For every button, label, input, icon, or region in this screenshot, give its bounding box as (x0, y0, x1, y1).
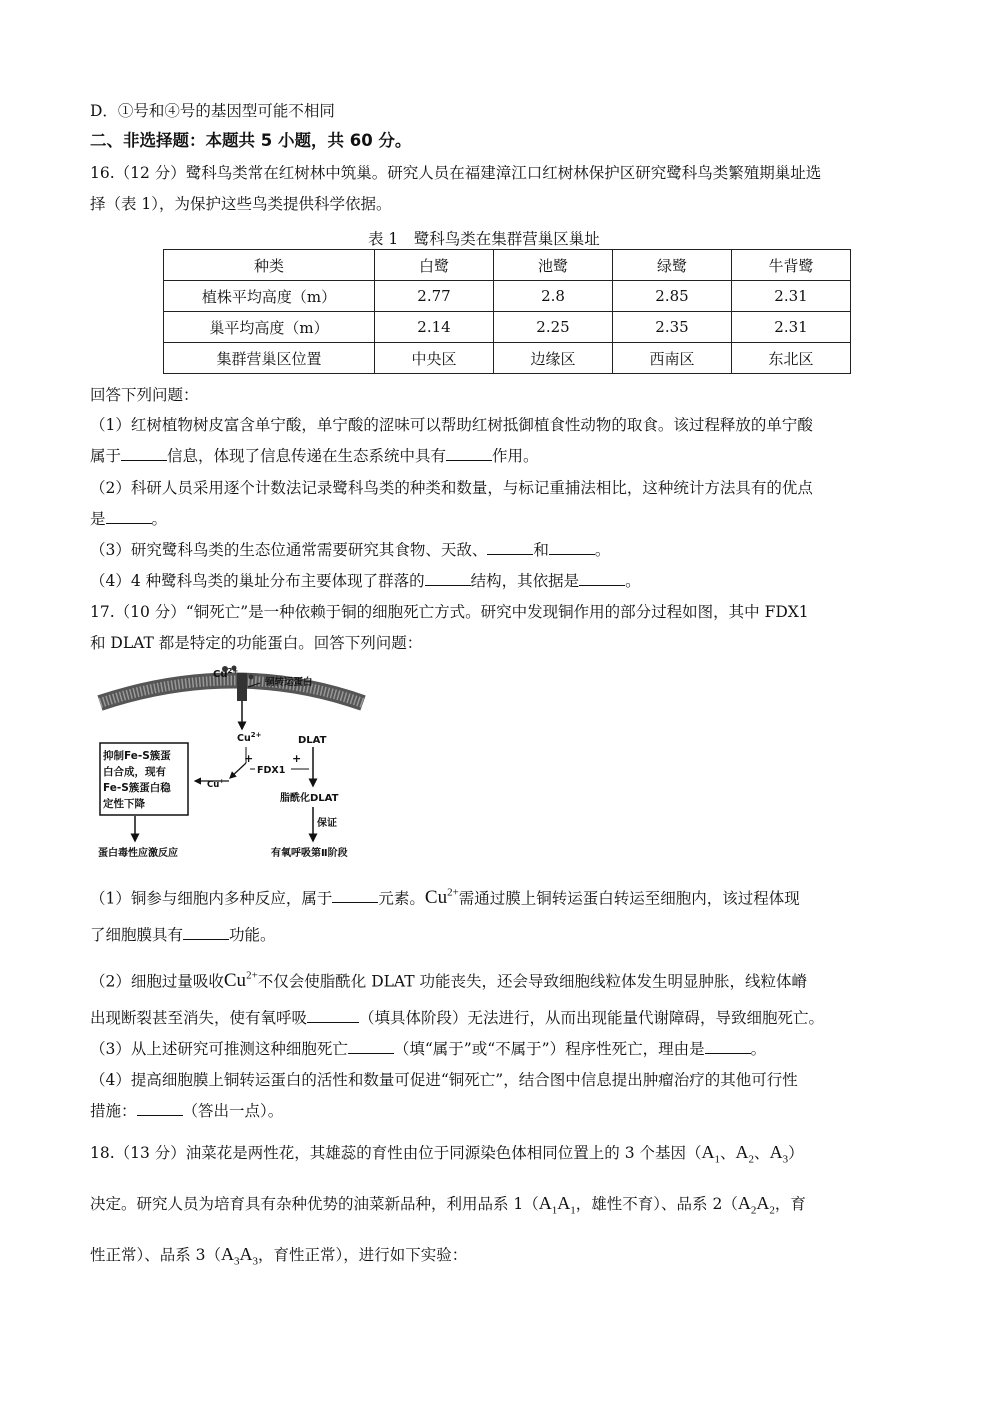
answer-blank[interactable] (106, 509, 152, 524)
cu2-in-label: $Cu^{2+}$ (237, 731, 262, 744)
answer-blank[interactable] (348, 1039, 394, 1054)
genotype: $A_3A_3$ (221, 1244, 259, 1268)
answer-blank[interactable] (332, 888, 378, 903)
q17-4-line-1: （4）提高细胞膜上铜转运蛋白的活性和数量可促进“铜死亡”，结合图中信息提出肿瘤治疗的其他可行性 (90, 1071, 798, 1089)
answer-blank[interactable] (307, 1008, 359, 1023)
table-cell: 巢平均高度（m） (164, 312, 375, 343)
table-header-cell: 种类 (164, 250, 375, 281)
q17-2-line-1: （2）细胞过量吸收$Cu^{2+}$不仅会使脂酰化 DLAT 功能丧失，还会导致细胞线粒体发生明显肿胀，线粒体嵴 (90, 970, 808, 992)
q16-stem-2: 择（表 1），为保护这些鸟类提供科学依据。 (90, 195, 392, 213)
q16-stem-1: 16.（12 分）鹭科鸟类常在红树林中筑巢。研究人员在福建漳江口红树林保护区研究鹭科鸟类繁殖期巢址选 (90, 164, 822, 182)
table-cell: 2.31 (732, 281, 851, 312)
q17-stem-2: 和 DLAT 都是特定的功能蛋白。回答下列问题： (90, 634, 423, 652)
gene-symbol: $A_3$ (769, 1142, 789, 1166)
q18-stem-2: 决定。研究人员为培育具有杂种优势的油菜新品种，利用品系 $1(A_1A_1$，雄性不育）、品系 $2(A_2A_2$，育 (90, 1193, 806, 1217)
table-cell: 东北区 (732, 343, 851, 374)
box-line: 白合成，现有 (103, 766, 166, 778)
lipo-dlat-label: 脂酰化DLAT (280, 793, 339, 804)
table-header-row (164, 250, 851, 281)
answer-blank[interactable] (121, 446, 167, 461)
answer-blank[interactable] (579, 571, 625, 586)
table-header-cell: 绿鹭 (613, 250, 732, 281)
table-header-cell: 牛背鹭 (732, 250, 851, 281)
genotype: $A_1A_1$ (538, 1193, 576, 1217)
q16-1-line-1: （1）红树植物树皮富含单宁酸，单宁酸的涩味可以帮助红树抵御植食性动物的取食。该过程释放的单宁酸 (90, 416, 813, 434)
table-row (164, 312, 851, 343)
table-cell: 2.31 (732, 312, 851, 343)
answer-blank[interactable] (137, 1101, 183, 1116)
table-cell: 植株平均高度（m） (164, 281, 375, 312)
fdx1-label: FDX1 (257, 765, 286, 776)
q16-2-line-2: 是 。 (90, 510, 168, 528)
guarantee-label: 保证 (317, 818, 337, 829)
q17-stem-1: 17.（10 分）“铜死亡”是一种依赖于铜的细胞死亡方式。研究中发现铜作用的部分过程如图，其中 FDX1 (90, 603, 809, 621)
box-line: Fe-S簇蛋白稳 (103, 782, 171, 794)
cu-plus-label: Cu+ (207, 778, 225, 790)
table-cell: 2.85 (613, 281, 732, 312)
cu2-top-label: $Cu^{2+}$ (213, 667, 239, 680)
table-cell: 集群营巢区位置 (164, 343, 375, 374)
answer-blank[interactable] (425, 571, 471, 586)
right-result-label: 有氧呼吸第Ⅱ阶段 (271, 848, 348, 859)
gene-symbol: $A_2$ (735, 1142, 755, 1166)
answer-blank[interactable] (183, 925, 229, 940)
table-cell: 西南区 (613, 343, 732, 374)
table-row (164, 281, 851, 312)
q17-1-line-2: 了细胞膜具有 功能。 (90, 926, 276, 944)
table-header-cell: 白鹭 (375, 250, 494, 281)
nest-site-table (163, 249, 851, 374)
table-caption: 表 1 鹭科鸟类在集群营巢区巢址 (368, 230, 600, 248)
q16-3-line: （3）研究鹭科鸟类的生态位通常需要研究其食物、天敌、 和 。 (90, 541, 611, 559)
table-cell: 2.77 (375, 281, 494, 312)
q18-stem-1: 18.（13 分）油菜花是两性花，其雄蕊的育性由位于同源染色体相同位置上的 3 个基因（$A_1$、$A_2$、$A_3$） (90, 1142, 804, 1166)
q17-1-line-1: （1）铜参与细胞内多种反应，属于 元素。$Cu^{2+}$需通过膜上铜转运蛋白转运至细胞内，该过程体现 (90, 887, 800, 909)
q17-4-line-2: 措施： （答出一点）。 (90, 1102, 284, 1120)
table-cell: 2.35 (613, 312, 732, 343)
dlat-label: DLAT (298, 735, 327, 746)
answer-prompt: 回答下列问题： (90, 386, 199, 404)
q17-3-line: （3）从上述研究可推测这种细胞死亡 （填“属于”或“不属于”）程序性死亡，理由是 。 (90, 1040, 767, 1058)
option-d: D．①号和④号的基因型可能不相同 (90, 102, 335, 120)
answer-blank[interactable] (549, 540, 595, 555)
box-line: 定性下降 (103, 798, 145, 810)
plus-sign: + (292, 752, 302, 765)
table-header-cell: 池鹭 (494, 250, 613, 281)
box-line: 抑制Fe-S簇蛋 (103, 750, 171, 762)
table-cell: 中央区 (375, 343, 494, 374)
table-cell: 2.14 (375, 312, 494, 343)
answer-blank[interactable] (487, 540, 533, 555)
table-cell: 2.25 (494, 312, 613, 343)
table-cell: 2.8 (494, 281, 613, 312)
q16-4-line: （4）4 种鹭科鸟类的巢址分布主要体现了群落的 结构，其依据是 。 (90, 572, 641, 590)
copper-death-diagram (95, 663, 370, 863)
genotype: $A_2A_2$ (737, 1193, 775, 1217)
section-heading: 二、非选择题：本题共 5 小题，共 60 分。 (90, 131, 412, 150)
gene-symbol: $A_1$ (701, 1142, 721, 1166)
answer-blank[interactable] (446, 446, 492, 461)
table-row (164, 343, 851, 374)
q16-1-line-2: 属于 信息，体现了信息传递在生态系统中具有 作用。 (90, 447, 539, 465)
cu-ion: $Cu^{2+}$ (223, 970, 258, 992)
answer-blank[interactable] (705, 1039, 751, 1054)
q18-stem-3: 性正常）、品系 $3(A_3A_3$，育性正常），进行如下实验： (90, 1244, 468, 1268)
q17-2-line-2: 出现断裂甚至消失，使有氧呼吸 （填具体阶段）无法进行，从而出现能量代谢障碍，导致细胞死亡。 (90, 1009, 825, 1027)
table-cell: 边缘区 (494, 343, 613, 374)
plus-sign: + (244, 752, 254, 765)
left-result-label: 蛋白毒性应激反应 (98, 848, 178, 859)
transporter-label: 铜转运蛋白 (265, 677, 313, 688)
cu-ion: $Cu^{2+}$ (424, 887, 459, 909)
q16-2-line-1: （2）科研人员采用逐个计数法记录鹭科鸟类的种类和数量，与标记重捕法相比，这种统计方法具有的优点 (90, 479, 813, 497)
